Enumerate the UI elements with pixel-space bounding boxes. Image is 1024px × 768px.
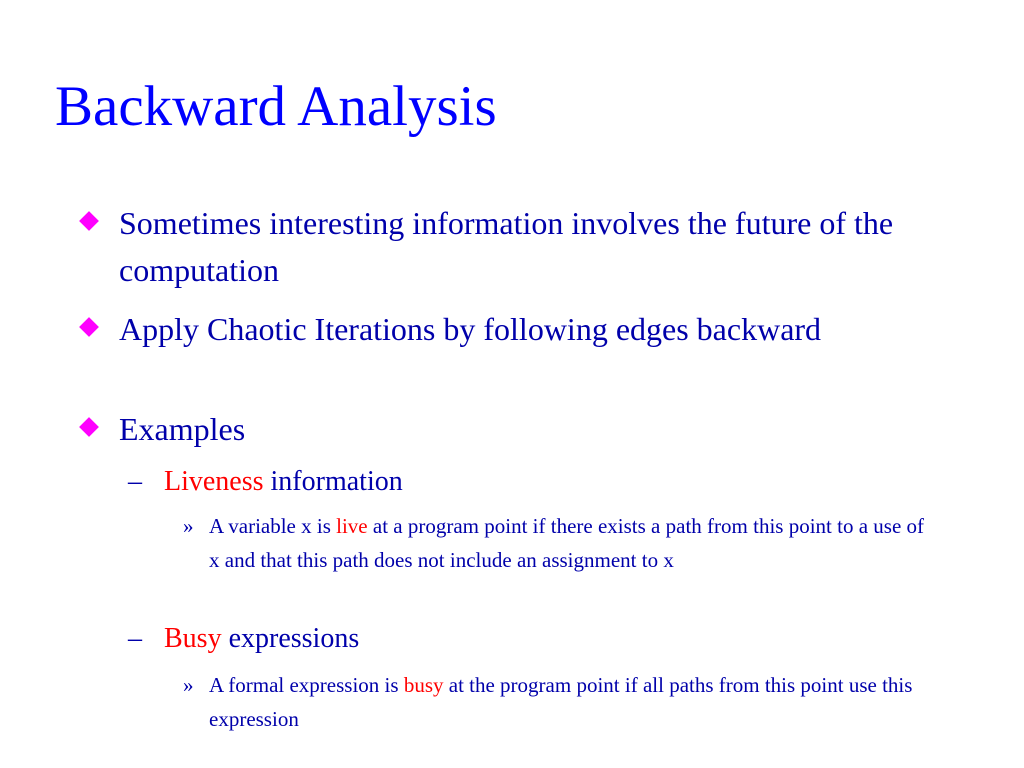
detail-text: at the program point if all paths from this point use this expression: [209, 673, 913, 731]
bullet-text: Sometimes interesting information involves the future of the computation: [119, 205, 894, 288]
detail-item-liveness: [183, 509, 925, 577]
live-term: live: [336, 514, 368, 538]
sub-item-text: expressions: [221, 623, 360, 654]
liveness-term: Liveness: [164, 466, 264, 497]
detail-text: A formal expression is: [209, 673, 404, 697]
sub-item-busy: [128, 622, 924, 656]
detail-item-busy: [183, 668, 924, 736]
dash-marker: –: [128, 466, 142, 497]
detail-text: A variable x is: [209, 514, 337, 538]
sub-item-text: information: [263, 466, 403, 497]
bullet-text: Examples: [119, 411, 246, 447]
raquo-marker: »: [183, 514, 194, 538]
raquo-marker: »: [183, 673, 194, 697]
slide-title: Backward Analysis: [55, 75, 497, 138]
diamond-bullet-icon: [79, 317, 99, 337]
bullet-item: [119, 406, 919, 453]
diamond-bullet-icon: [79, 417, 99, 437]
diamond-bullet-icon: [79, 211, 99, 231]
bullet-item: [119, 306, 919, 353]
busy-detail-term: busy: [403, 673, 444, 697]
bullet-text: Apply Chaotic Iterations by following edges backward: [119, 311, 822, 347]
busy-term: Busy: [164, 623, 222, 654]
bullet-item: [119, 200, 919, 294]
detail-text: at a program point if there exists a path from this point to a use of x and that this path does not include an assignment to x: [209, 514, 925, 572]
sub-item-liveness: [128, 465, 924, 499]
dash-marker: –: [128, 623, 142, 654]
